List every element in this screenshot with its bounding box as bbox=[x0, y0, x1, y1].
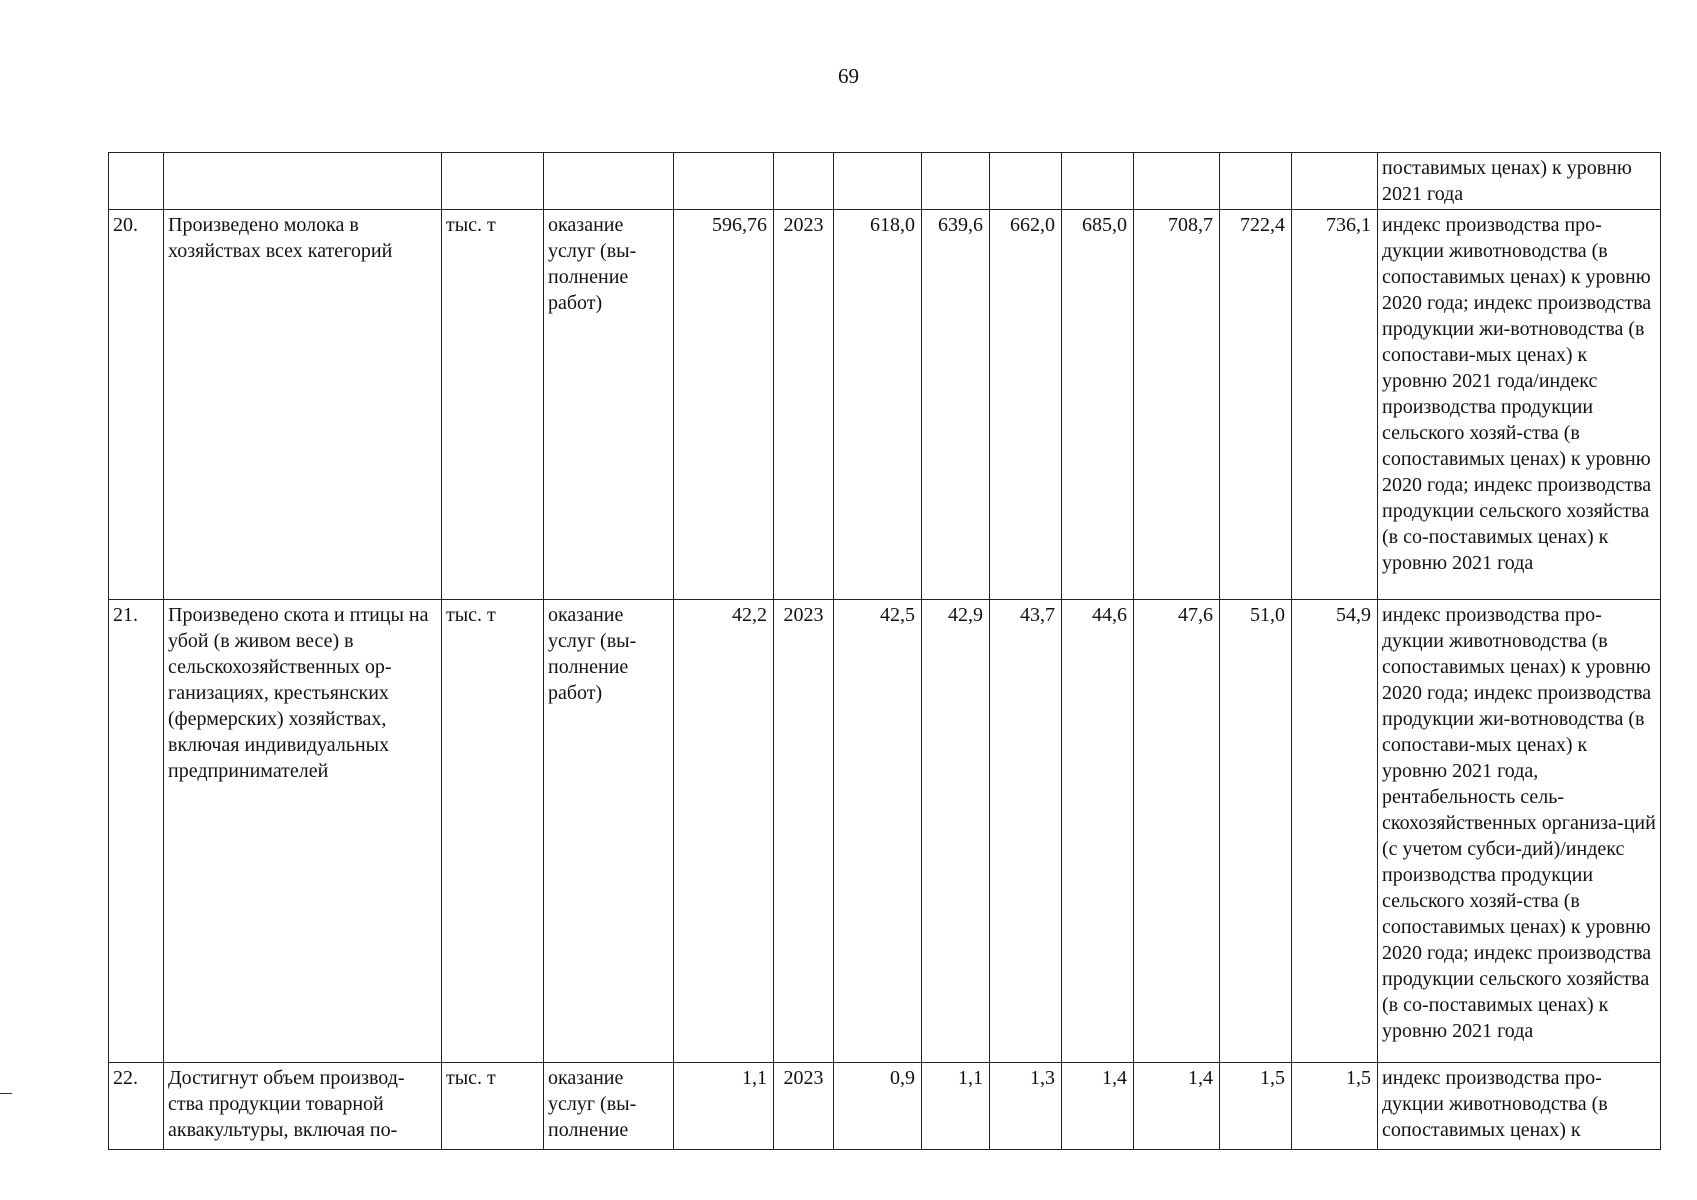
cell-basis: индекс производства про-дукции животноводства (в сопоставимых ценах) к уровню 2020 года; индекс производства продукции жи-вотноводства (в сопостави-мых ценах) к уровню 2021 года/индекс производства продукции сельского хозяй-ства (в сопоставимых ценах) к уровню 2020 года; индекс производства продукции сельского хозяйства (в со-поставимых ценах) к уровню 2021 года bbox=[1378, 210, 1661, 600]
cell-base-year: 2023 bbox=[774, 210, 834, 600]
cell-value: 51,0 bbox=[1220, 600, 1292, 1063]
cell-name: Произведено молока в хозяйствах всех категорий bbox=[164, 210, 442, 600]
cell-value: 722,4 bbox=[1220, 210, 1292, 600]
cell-base-value: 42,2 bbox=[674, 600, 774, 1063]
cell-value: 708,7 bbox=[1134, 210, 1220, 600]
cell-base-value: 1,1 bbox=[674, 1063, 774, 1150]
cell-num: 20. bbox=[109, 210, 164, 600]
cell-value bbox=[990, 153, 1062, 210]
cell-value: 0,9 bbox=[834, 1063, 922, 1150]
cell-num: 21. bbox=[109, 600, 164, 1063]
cell-value: 1,5 bbox=[1292, 1063, 1378, 1150]
cell-name: Произведено скота и птицы на убой (в живом весе) в сельскохозяйственных ор-ганизациях, крестьянских (фермерских) хозяйствах, включая индивидуальных предпринимателей bbox=[164, 600, 442, 1063]
cell-type: оказание услуг (вы-полнение работ) bbox=[544, 600, 674, 1063]
cell-base-value: 596,76 bbox=[674, 210, 774, 600]
cell-type: оказание услуг (вы-полнение bbox=[544, 1063, 674, 1150]
cell-basis: индекс производства про-дукции животноводства (в сопоставимых ценах) к bbox=[1378, 1063, 1661, 1150]
cell-basis: индекс производства про-дукции животноводства (в сопоставимых ценах) к уровню 2020 года; индекс производства продукции жи-вотноводства (в сопостави-мых ценах) к уровню 2021 года, рентабельность сель-скохозяйственных организа-ций (с учетом субси-дий)/индекс производства продукции сельского хозяй-ства (в сопоставимых ценах) к уровню 2020 года; индекс производства продукции сельского хозяйства (в со-поставимых ценах) к уровню 2021 года bbox=[1378, 600, 1661, 1063]
cell-num bbox=[109, 153, 164, 210]
cell-value: 43,7 bbox=[990, 600, 1062, 1063]
cell-value bbox=[1134, 153, 1220, 210]
cell-value bbox=[922, 153, 990, 210]
cell-unit: тыс. т bbox=[442, 600, 544, 1063]
cell-value bbox=[1292, 153, 1378, 210]
cell-num: 22. bbox=[109, 1063, 164, 1150]
cell-value: 685,0 bbox=[1062, 210, 1134, 600]
cell-value: 1,3 bbox=[990, 1063, 1062, 1150]
cell-base-year: 2023 bbox=[774, 600, 834, 1063]
cell-value: 1,4 bbox=[1062, 1063, 1134, 1150]
table-row bbox=[109, 210, 1661, 600]
table-row bbox=[109, 153, 1661, 210]
cell-value: 639,6 bbox=[922, 210, 990, 600]
cell-name: Достигнут объем производ-ства продукции товарной аквакультуры, включая по- bbox=[164, 1063, 442, 1150]
cell-value: 1,5 bbox=[1220, 1063, 1292, 1150]
table-row bbox=[109, 1063, 1661, 1150]
indicators-table bbox=[108, 152, 1661, 1150]
cell-base-value bbox=[674, 153, 774, 210]
cell-value: 54,9 bbox=[1292, 600, 1378, 1063]
cell-unit bbox=[442, 153, 544, 210]
cell-value: 662,0 bbox=[990, 210, 1062, 600]
cell-value: 47,6 bbox=[1134, 600, 1220, 1063]
cell-value: 42,5 bbox=[834, 600, 922, 1063]
cell-base-year bbox=[774, 153, 834, 210]
page-number: 69 bbox=[838, 64, 859, 88]
cell-value: 42,9 bbox=[922, 600, 990, 1063]
cell-value: 1,4 bbox=[1134, 1063, 1220, 1150]
cell-value: 618,0 bbox=[834, 210, 922, 600]
cell-value bbox=[1062, 153, 1134, 210]
cell-type bbox=[544, 153, 674, 210]
cell-value: 1,1 bbox=[922, 1063, 990, 1150]
cell-value bbox=[1220, 153, 1292, 210]
cell-value: 736,1 bbox=[1292, 210, 1378, 600]
cell-base-year: 2023 bbox=[774, 1063, 834, 1150]
cell-type: оказание услуг (вы-полнение работ) bbox=[544, 210, 674, 600]
margin-mark bbox=[0, 1093, 12, 1094]
cell-value bbox=[834, 153, 922, 210]
cell-name bbox=[164, 153, 442, 210]
cell-unit: тыс. т bbox=[442, 210, 544, 600]
cell-unit: тыс. т bbox=[442, 1063, 544, 1150]
cell-value: 44,6 bbox=[1062, 600, 1134, 1063]
cell-basis: поставимых ценах) к уровню 2021 года bbox=[1378, 153, 1661, 210]
table-row bbox=[109, 600, 1661, 1063]
